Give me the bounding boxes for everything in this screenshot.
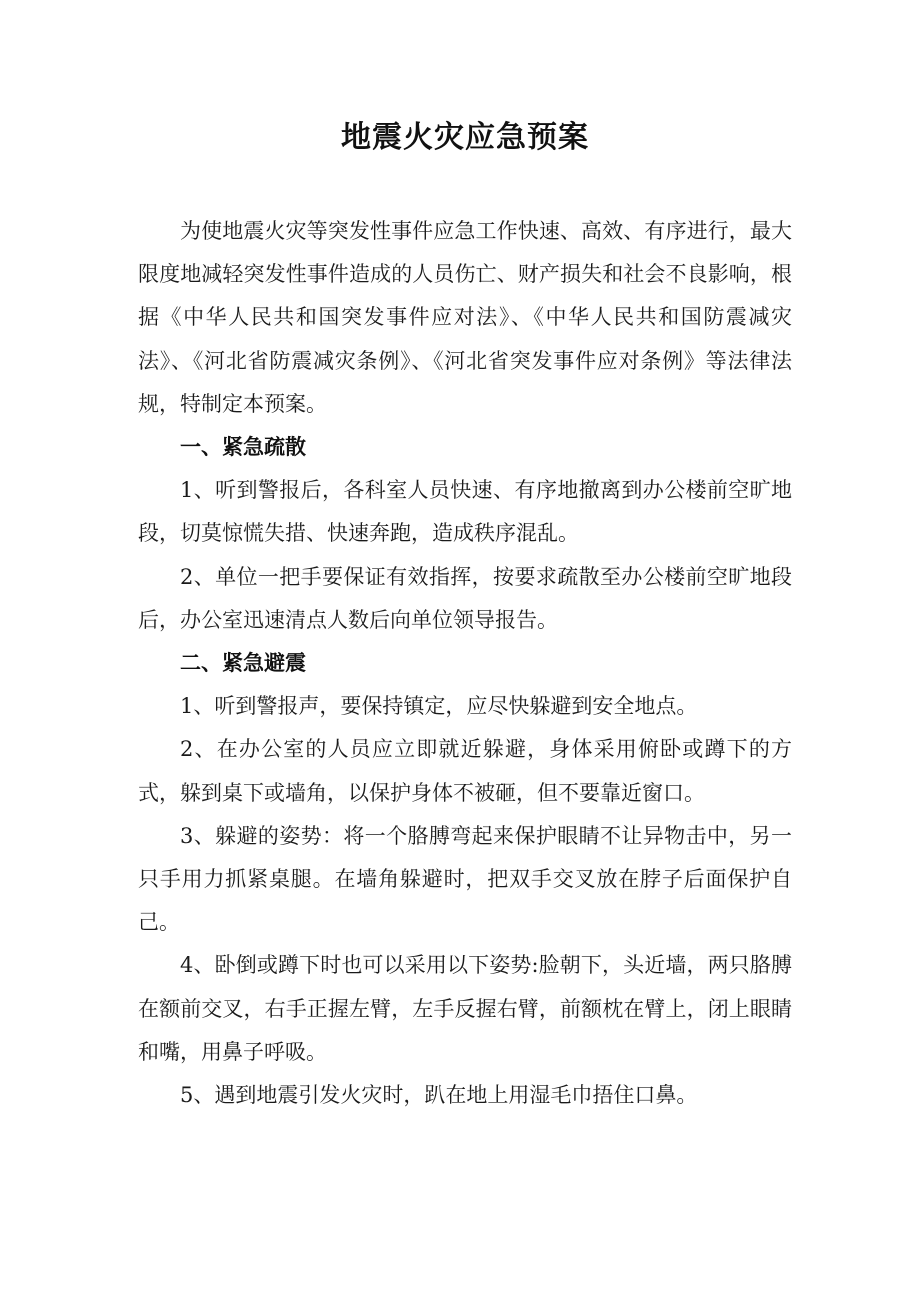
section-heading: 一、紧急疏散 <box>180 435 306 460</box>
section-item: 2、单位一把手要保证有效指挥，按要求疏散至办公楼前空旷地段后，办公室迅速清点人数后向单位领导报告。 <box>138 564 792 632</box>
section-heading: 二、紧急避震 <box>180 651 306 676</box>
section-item: 2、在办公室的人员应立即就近躲避，身体采用俯卧或蹲下的方式，躲到桌下或墙角，以保护身体不被砸，但不要靠近窗口。 <box>138 737 792 805</box>
section-item: 1、听到警报后，各科室人员快速、有序地撤离到办公楼前空旷地段，切莫惊慌失措、快速奔跑，造成秩序混乱。 <box>138 478 792 546</box>
section-item: 5、遇到地震引发火灾时，趴在地上用湿毛巾捂住口鼻。 <box>180 1083 698 1108</box>
section-emergency-shelter <box>138 642 792 1117</box>
section-emergency-evacuation <box>138 426 792 642</box>
section-item: 4、卧倒或蹲下时也可以采用以下姿势:脸朝下，头近墙，两只胳膊在额前交叉，右手正握左臂，左手反握右臂，前额枕在臂上，闭上眼睛和嘴，用鼻子呼吸。 <box>138 953 792 1064</box>
section-item: 1、听到警报声，要保持镇定，应尽快躲避到安全地点。 <box>180 694 698 719</box>
document-title: 地震火灾应急预案 <box>341 120 589 155</box>
intro-paragraph: 为使地震火灾等突发性事件应急工作快速、高效、有序进行，最大限度地减轻突发性事件造成的人员伤亡、财产损失和社会不良影响，根据《中华人民共和国突发事件应对法》、《中华人民共和国防震减灾法》、《河北省防震减灾条例》、《河北省突发事件应对条例》等法律法规，特制定本预案。 <box>138 219 792 416</box>
section-item: 3、躲避的姿势：将一个胳膊弯起来保护眼睛不让异物击中，另一只手用力抓紧桌腿。在墙角躲避时，把双手交叉放在脖子后面保护自己。 <box>138 823 792 935</box>
